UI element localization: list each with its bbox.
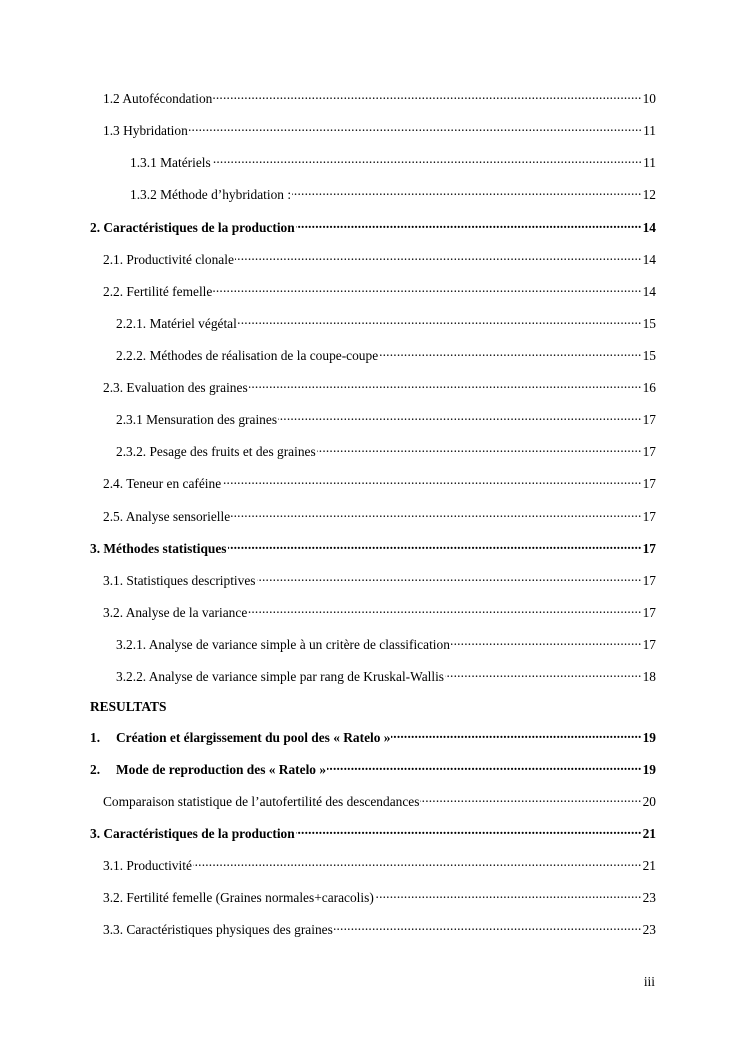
toc-entry[interactable] bbox=[90, 728, 656, 746]
toc-entry-text: 2.3.1 Mensuration des graines bbox=[116, 412, 278, 427]
dot-leader bbox=[238, 314, 642, 328]
toc-entry-page: 20 bbox=[642, 794, 656, 809]
dot-leader bbox=[379, 346, 641, 360]
toc-entry[interactable] bbox=[103, 121, 656, 139]
dot-leader bbox=[257, 571, 642, 585]
toc-entry[interactable] bbox=[103, 378, 656, 396]
dot-leader bbox=[231, 507, 641, 521]
toc-entry[interactable] bbox=[90, 539, 656, 557]
toc-entry-page: 12 bbox=[642, 187, 656, 202]
dot-leader bbox=[327, 760, 642, 774]
dot-leader bbox=[213, 282, 641, 296]
toc-entry[interactable] bbox=[103, 856, 656, 874]
dot-leader bbox=[317, 442, 642, 456]
toc-entry-text: 1.3.2 Méthode d’hybridation : bbox=[130, 187, 292, 202]
toc-entry[interactable] bbox=[103, 888, 656, 906]
dot-leader bbox=[292, 185, 642, 199]
toc-entry[interactable] bbox=[116, 442, 656, 460]
toc-entry-page: 17 bbox=[642, 476, 656, 491]
toc-entry[interactable] bbox=[103, 474, 656, 492]
toc-entry-page: 11 bbox=[643, 123, 656, 138]
toc-entry-text: 3.2.1. Analyse de variance simple à un critère de classification bbox=[116, 637, 450, 652]
toc-entry-text: Création et élargissement du pool des « Ratelo » bbox=[116, 730, 391, 745]
toc-entry[interactable] bbox=[130, 185, 656, 203]
dot-leader bbox=[222, 474, 641, 488]
toc-entry-page: 15 bbox=[642, 348, 656, 363]
dot-leader bbox=[445, 667, 642, 681]
toc-entry-text: Comparaison statistique de l’autofertilité des descendances bbox=[103, 794, 420, 809]
toc-entry-text: 2.3.2. Pesage des fruits et des graines bbox=[116, 444, 316, 459]
dot-leader bbox=[334, 920, 642, 934]
toc-entry-page: 15 bbox=[642, 316, 656, 331]
toc-entry-page: 16 bbox=[642, 380, 656, 395]
toc-entry-page: 14 bbox=[642, 284, 656, 299]
toc-entry-page: 17 bbox=[642, 509, 656, 524]
toc-entry[interactable] bbox=[90, 760, 656, 778]
toc-entry[interactable] bbox=[116, 635, 656, 653]
toc-entry-page: 21 bbox=[642, 858, 656, 873]
dot-leader bbox=[296, 824, 642, 838]
dot-leader bbox=[235, 250, 642, 264]
dot-leader bbox=[451, 635, 642, 649]
toc-entry[interactable] bbox=[103, 571, 656, 589]
toc-entry-page: 19 bbox=[642, 762, 656, 777]
dot-leader bbox=[248, 603, 641, 617]
toc-entry-text: 2.5. Analyse sensorielle bbox=[103, 509, 231, 524]
toc-entry-text: 2.2.2. Méthodes de réalisation de la coupe-coupe bbox=[116, 348, 379, 363]
toc-entry-number: 2. bbox=[90, 762, 101, 777]
dot-leader bbox=[296, 218, 642, 232]
dot-leader bbox=[228, 539, 642, 553]
page-number: iii bbox=[643, 974, 655, 989]
toc-entry-page: 17 bbox=[642, 444, 656, 459]
toc-entry[interactable] bbox=[116, 667, 656, 685]
toc-entry-text: 3. Caractéristiques de la production bbox=[90, 826, 295, 841]
dot-leader bbox=[193, 856, 642, 870]
toc-entry-text: 3.1. Statistiques descriptives bbox=[103, 573, 256, 588]
toc-entry-page: 18 bbox=[642, 669, 656, 684]
toc-entry-page: 23 bbox=[642, 890, 656, 905]
toc-entry-text: 2.2. Fertilité femelle bbox=[103, 284, 213, 299]
dot-leader bbox=[420, 792, 641, 806]
dot-leader bbox=[213, 89, 641, 103]
toc-entry[interactable] bbox=[116, 410, 656, 428]
toc-entry-text: Mode de reproduction des « Ratelo » bbox=[116, 762, 327, 777]
toc-entry-page: 11 bbox=[643, 155, 656, 170]
results-heading: RESULTATS bbox=[90, 699, 167, 714]
toc-entry[interactable] bbox=[103, 507, 656, 525]
toc-entry-text: 2.3. Evaluation des graines bbox=[103, 380, 248, 395]
toc-entry[interactable] bbox=[130, 153, 656, 171]
toc-entry-text: 3.1. Productivité bbox=[103, 858, 192, 873]
toc-entry-text: 2.1. Productivité clonale bbox=[103, 252, 234, 267]
toc-entry-text: 3.3. Caractéristiques physiques des graines bbox=[103, 922, 333, 937]
toc-entry-text: 2. Caractéristiques de la production bbox=[90, 220, 295, 235]
toc-entry-page: 14 bbox=[642, 252, 656, 267]
toc-entry-page: 17 bbox=[642, 637, 656, 652]
toc-entry-page: 14 bbox=[642, 220, 656, 235]
toc-entry-text: 3.2. Fertilité femelle (Graines normales+caracolis) bbox=[103, 890, 374, 905]
toc-entry[interactable] bbox=[103, 250, 656, 268]
toc-entry-text: 1.3 Hybridation bbox=[103, 123, 188, 138]
toc-entry-text: 3.2. Analyse de la variance bbox=[103, 605, 248, 620]
toc-entry[interactable] bbox=[103, 920, 656, 938]
dot-leader bbox=[391, 728, 641, 742]
toc-entry[interactable] bbox=[103, 792, 656, 810]
toc-entry[interactable] bbox=[90, 218, 656, 236]
toc-entry-page: 19 bbox=[642, 730, 656, 745]
toc-entry[interactable] bbox=[103, 89, 656, 107]
toc-entry-text: 2.4. Teneur en caféine bbox=[103, 476, 222, 491]
toc-entry-page: 17 bbox=[642, 412, 656, 427]
dot-leader bbox=[249, 378, 642, 392]
toc-entry-page: 17 bbox=[642, 541, 656, 556]
toc-entry-text: 1.3.1 Matériels bbox=[130, 155, 211, 170]
toc-entry[interactable] bbox=[116, 314, 656, 332]
toc-entry-page: 21 bbox=[642, 826, 656, 841]
toc-entry-page: 17 bbox=[642, 573, 656, 588]
toc-entry-page: 10 bbox=[642, 91, 656, 106]
toc-entry-text: 3.2.2. Analyse de variance simple par rang de Kruskal-Wallis bbox=[116, 669, 445, 684]
dot-leader bbox=[189, 121, 642, 135]
dot-leader bbox=[375, 888, 642, 902]
toc-entry[interactable] bbox=[103, 282, 656, 300]
toc-entry-text: 3. Méthodes statistiques bbox=[90, 541, 227, 556]
dot-leader bbox=[212, 153, 642, 167]
toc-entry-text: 2.2.1. Matériel végétal bbox=[116, 316, 237, 331]
toc-entry-text: 1.2 Autofécondation bbox=[103, 91, 213, 106]
dot-leader bbox=[278, 410, 642, 424]
toc-entry[interactable] bbox=[116, 346, 656, 364]
toc-entry-number: 1. bbox=[90, 730, 101, 745]
toc-entry[interactable] bbox=[103, 603, 656, 621]
toc-entry-page: 23 bbox=[642, 922, 656, 937]
toc-entry[interactable] bbox=[90, 824, 656, 842]
toc-entry-page: 17 bbox=[642, 605, 656, 620]
